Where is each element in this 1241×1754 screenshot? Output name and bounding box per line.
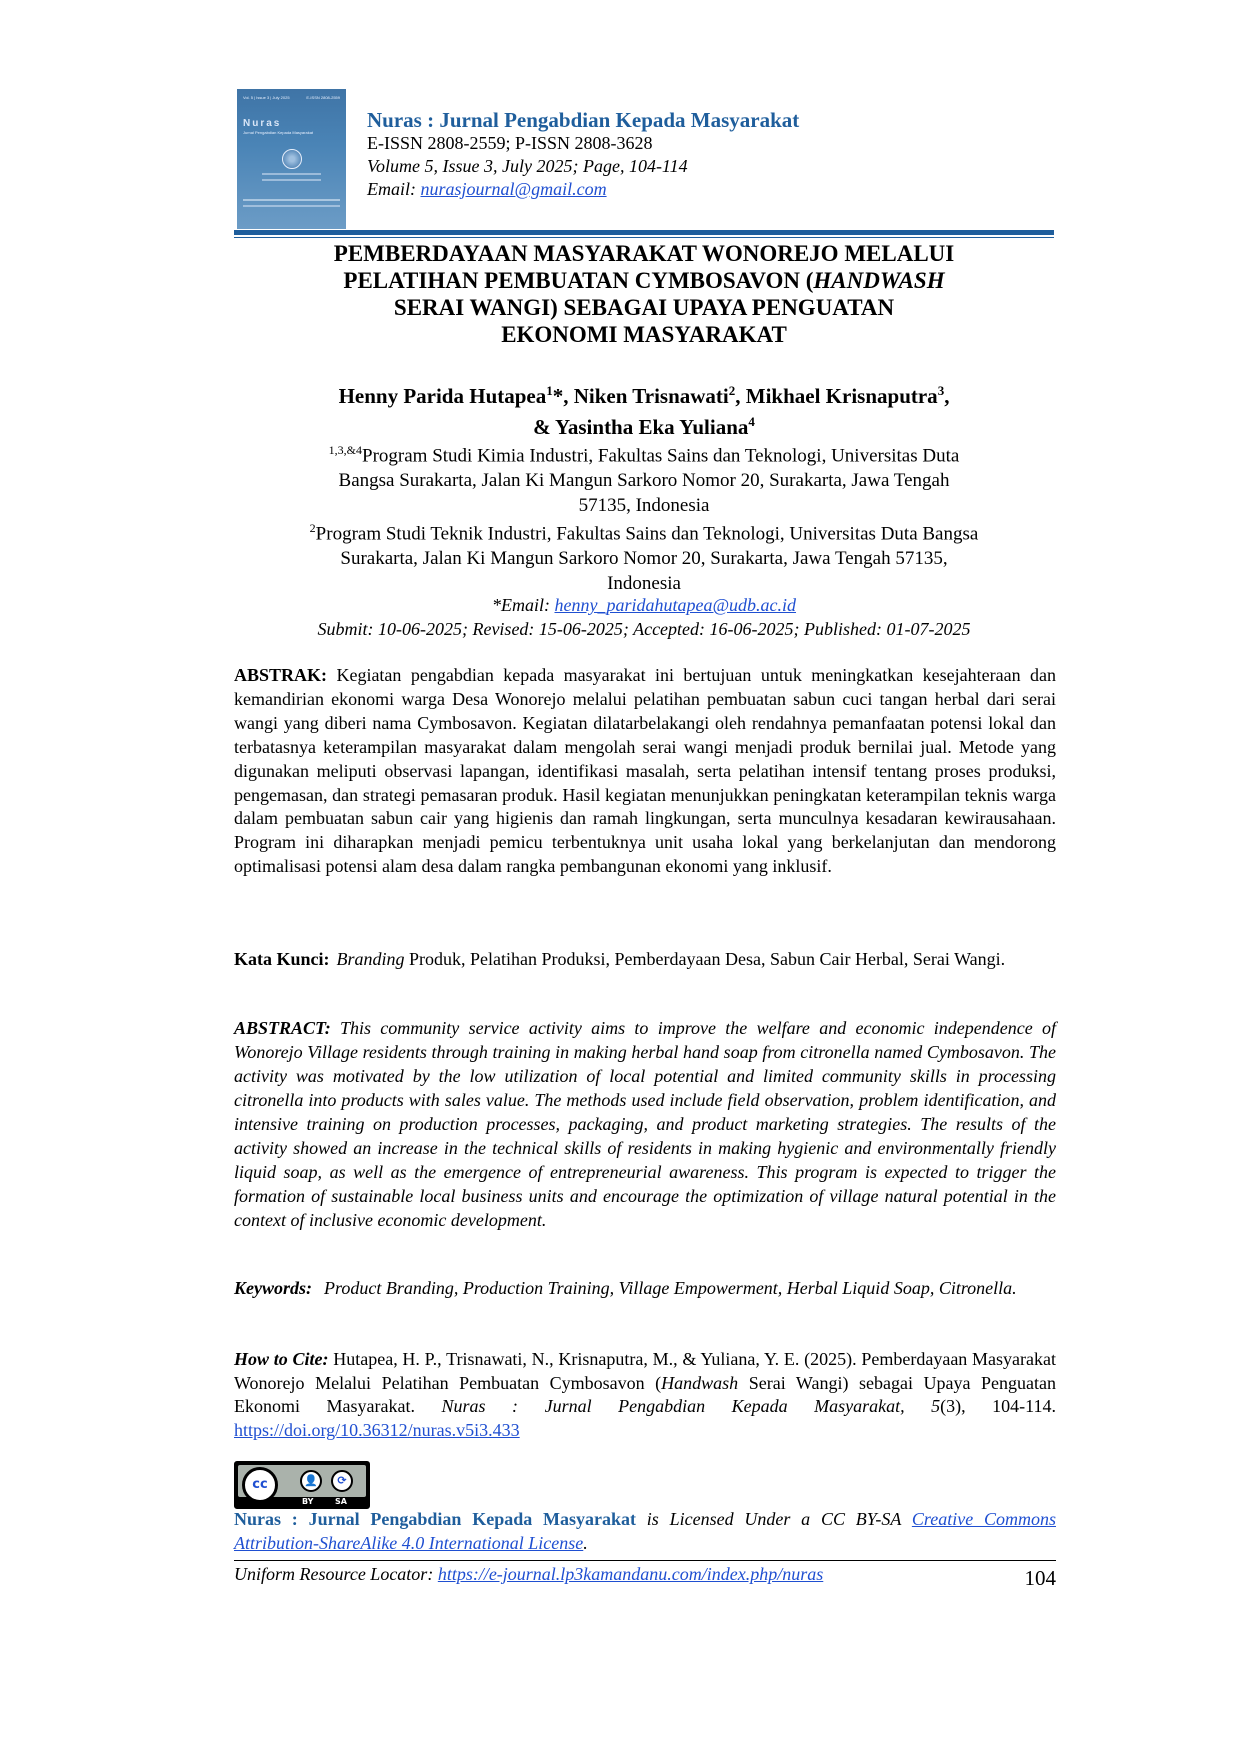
author-affil-sup: 4: [748, 414, 755, 429]
affiliation-sup: 2: [309, 521, 316, 535]
author-line: [234, 409, 1054, 440]
journal-volume: Volume 5, Issue 3, July 2025; Page, 104-114: [367, 156, 688, 176]
cover-issn-text: E-ISSN 2808-2559: [306, 95, 340, 100]
author-name: Mikhael Krisnaputra: [745, 384, 938, 408]
kata-kunci-italic: Branding: [336, 949, 405, 969]
author-sep: ,: [944, 384, 950, 408]
author-affil-sup: 2: [728, 383, 736, 398]
header-divider: [234, 230, 1054, 235]
author-sep: ,: [735, 384, 746, 408]
license-link[interactable]: Creative Commons Attribution-ShareAlike 4.0 International License: [234, 1509, 1056, 1553]
affiliation-line: Bangsa Surakarta, Jalan Ki Mangun Sarkoro Nomor 20, Surakarta, Jawa Tengah: [338, 470, 950, 492]
journal-email-label: Email:: [367, 179, 421, 199]
journal-email-link[interactable]: nurasjournal@gmail.com: [420, 179, 607, 199]
footer-label: Uniform Resource Locator:: [234, 1564, 438, 1584]
license-statement: [234, 1508, 1056, 1555]
author-sep: *,: [552, 384, 574, 408]
cover-footer-line: [243, 205, 340, 207]
cover-seal-icon: [282, 149, 302, 169]
keywords-section: [234, 1277, 1056, 1301]
journal-header: [367, 108, 799, 201]
footer-url-link[interactable]: https://e-journal.lp3kamandanu.com/index.php/nuras: [437, 1564, 824, 1584]
abstrak-label: ABSTRAK:: [234, 665, 328, 685]
affiliation-sup: 1,3,&4: [328, 443, 363, 457]
affiliation-line: [234, 516, 1054, 546]
email-label: *Email:: [491, 595, 555, 615]
creative-commons-icon: cc: [242, 1467, 278, 1503]
article-title: [234, 240, 1054, 348]
cover-footer-line: [243, 199, 340, 201]
cite-text: Serai Wangi) sebagai Upaya Penguatan Ekonomi Masyarakat.: [234, 1372, 1056, 1417]
cover-issue-text: Vol. 5 | Issue 3 | July 2025: [243, 95, 290, 100]
title-line: EKONOMI MASYARAKAT: [501, 322, 787, 347]
cover-journal-name: Nuras: [243, 118, 282, 129]
license-end: .: [583, 1532, 588, 1553]
header-divider-thin: [234, 237, 1054, 238]
affiliation-text: Program Studi Kimia Industri, Fakultas Sains dan Teknologi, Universitas Duta: [362, 445, 960, 467]
journal-cover-image: [237, 89, 346, 229]
corresponding-email: [234, 594, 1054, 617]
cover-text-line: [262, 173, 320, 175]
footer-divider: [234, 1560, 1056, 1561]
title-line: PEMBERDAYAAN MASYARAKAT WONOREJO MELALUI: [333, 241, 955, 266]
author-name: Niken Trisnawati: [573, 384, 729, 408]
affiliation-line: Surakarta, Jalan Ki Mangun Sarkoro Nomor 20, Surakarta, Jawa Tengah 57135,: [340, 548, 948, 570]
author-affil-sup: 1: [546, 383, 553, 398]
keywords-text: Product Branding, Production Training, Village Empowerment, Herbal Liquid Soap, Citronella.: [324, 1278, 1017, 1298]
cite-italic: Handwash: [661, 1372, 739, 1393]
cite-label: How to Cite:: [234, 1349, 329, 1369]
keywords-label: Keywords:: [234, 1278, 312, 1298]
attribution-person-icon: 👤: [300, 1470, 322, 1492]
doi-link[interactable]: https://doi.org/10.36312/nuras.v5i3.433: [234, 1419, 520, 1440]
cover-journal-subtitle: Jurnal Pengabdian Kepada Masyarakat: [243, 130, 314, 135]
affiliation-2: [234, 516, 1054, 596]
license-text: is Licensed Under a CC BY-SA: [636, 1509, 912, 1529]
affiliation-text: Program Studi Teknik Industri, Fakultas Sains dan Teknologi, Universitas Duta Bangsa: [315, 523, 979, 545]
author-name: Henny Parida Hutapea: [338, 384, 547, 408]
abstract-text: This community service activity aims to improve the welfare and economic independence of Wonorejo Village residents through training in making herbal hand soap from citronella named Cymbosavon. The activity was motivated by the low utilization of local potential and limited community skills in processing citronella into products with sales value. The methods used include field observation, problem identification, and intensive training on production processes, packaging, and product marketing strategies. The results of the activity showed an increase in the technical skills of residents in making hygienic and environmentally friendly liquid soap, as well as the emergence of entrepreneurial awareness. This program is expected to trigger the formation of sustainable local business units and encourage the optimization of village natural potential in the context of inclusive economic development.: [234, 1018, 1056, 1230]
kata-kunci-text: [337, 948, 1056, 972]
page-number: 104: [1024, 1566, 1056, 1590]
affiliation-line: [234, 438, 1054, 468]
title-italic-word: HANDWASH: [813, 268, 945, 293]
author-line: [234, 378, 1054, 409]
journal-issn: E-ISSN 2808-2559; P-ISSN 2808-3628: [367, 133, 653, 153]
affiliation-1: [234, 438, 1054, 518]
kata-kunci-rest: Produk, Pelatihan Produksi, Pemberdayaan Desa, Sabun Cair Herbal, Serai Wangi.: [404, 949, 1006, 969]
kata-kunci-section: [234, 948, 1056, 972]
kata-kunci-label: Kata Kunci:: [234, 949, 330, 969]
title-line: SERAI WANGI) SEBAGAI UPAYA PENGUATAN: [393, 295, 895, 320]
author-list: [234, 378, 1054, 440]
cite-text: Hutapea, H. P., Trisnawati, N., Krisnaputra, M., & Yuliana, Y. E. (2025). Pemberdayaan Masyarakat Wonorejo Melalui Pelatihan Pembuatan Cymbosavon (: [234, 1349, 1057, 1393]
cover-text-line: [262, 179, 320, 181]
journal-title: Nuras : Jurnal Pengabdian Kepada Masyarakat: [367, 108, 800, 132]
submission-dates: Submit: 10-06-2025; Revised: 15-06-2025; Accepted: 16-06-2025; Published: 01-07-2025: [317, 619, 971, 639]
cc-by-sa-badge[interactable]: [234, 1461, 370, 1509]
how-to-cite: [234, 1348, 1056, 1442]
cover-top-bar: [243, 95, 340, 100]
corresponding-email-link[interactable]: henny_paridahutapea@udb.ac.id: [554, 595, 797, 615]
affiliation-line: 57135, Indonesia: [578, 495, 710, 517]
abstract-label: ABSTRACT:: [234, 1018, 331, 1038]
page-footer: [234, 1563, 1056, 1586]
title-line: [234, 267, 1054, 294]
affiliation-line: Indonesia: [607, 573, 681, 595]
cite-journal: Nuras : Jurnal Pengabdian Kepada Masyarakat, 5: [441, 1396, 941, 1417]
abstract-section: [234, 1016, 1056, 1232]
share-alike-icon: ⟳: [331, 1470, 353, 1492]
license-journal-name: Nuras : Jurnal Pengabdian Kepada Masyarakat: [234, 1509, 636, 1529]
by-label: BY: [302, 1497, 314, 1506]
journal-email-line: [367, 178, 799, 201]
author-affil-sup: 3: [937, 383, 945, 398]
title-text: PELATIHAN PEMBUATAN CYMBOSAVON (: [343, 268, 814, 293]
author-name: & Yasintha Eka Yuliana: [533, 415, 749, 439]
sa-label: SA: [335, 1497, 347, 1506]
abstrak-section: [234, 664, 1056, 879]
cite-text: (3), 104-114.: [940, 1396, 1056, 1417]
abstrak-text: Kegiatan pengabdian kepada masyarakat ini bertujuan untuk meningkatkan kesejahteraan dan kemandirian ekonomi warga Desa Wonorejo melalui pelatihan pembuatan sabun cuci tangan herbal dari serai wangi yang diberi nama Cymbosavon. Kegiatan dilatarbelakangi oleh rendahnya pemanfaatan potensi lokal dan terbatasnya keterampilan masyarakat dalam mengolah serai wangi menjadi produk bernilai jual. Metode yang digunakan meliputi observasi lapangan, identifikasi masalah, serta pelatihan intensif tentang proses produksi, pengemasan, dan strategi pemasaran produk. Hasil kegiatan menunjukkan peningkatan keterampilan teknis warga dalam pembuatan sabun cair yang higienis dan ramah lingkungan, serta munculnya kesadaran kewirausahaan. Program ini diharapkan menjadi pemicu terbentuknya unit usaha lokal yang berkelanjutan dan mendorong optimalisasi potensi alam desa dalam rangka pembangunan ekonomi yang inklusif.: [234, 665, 1057, 877]
